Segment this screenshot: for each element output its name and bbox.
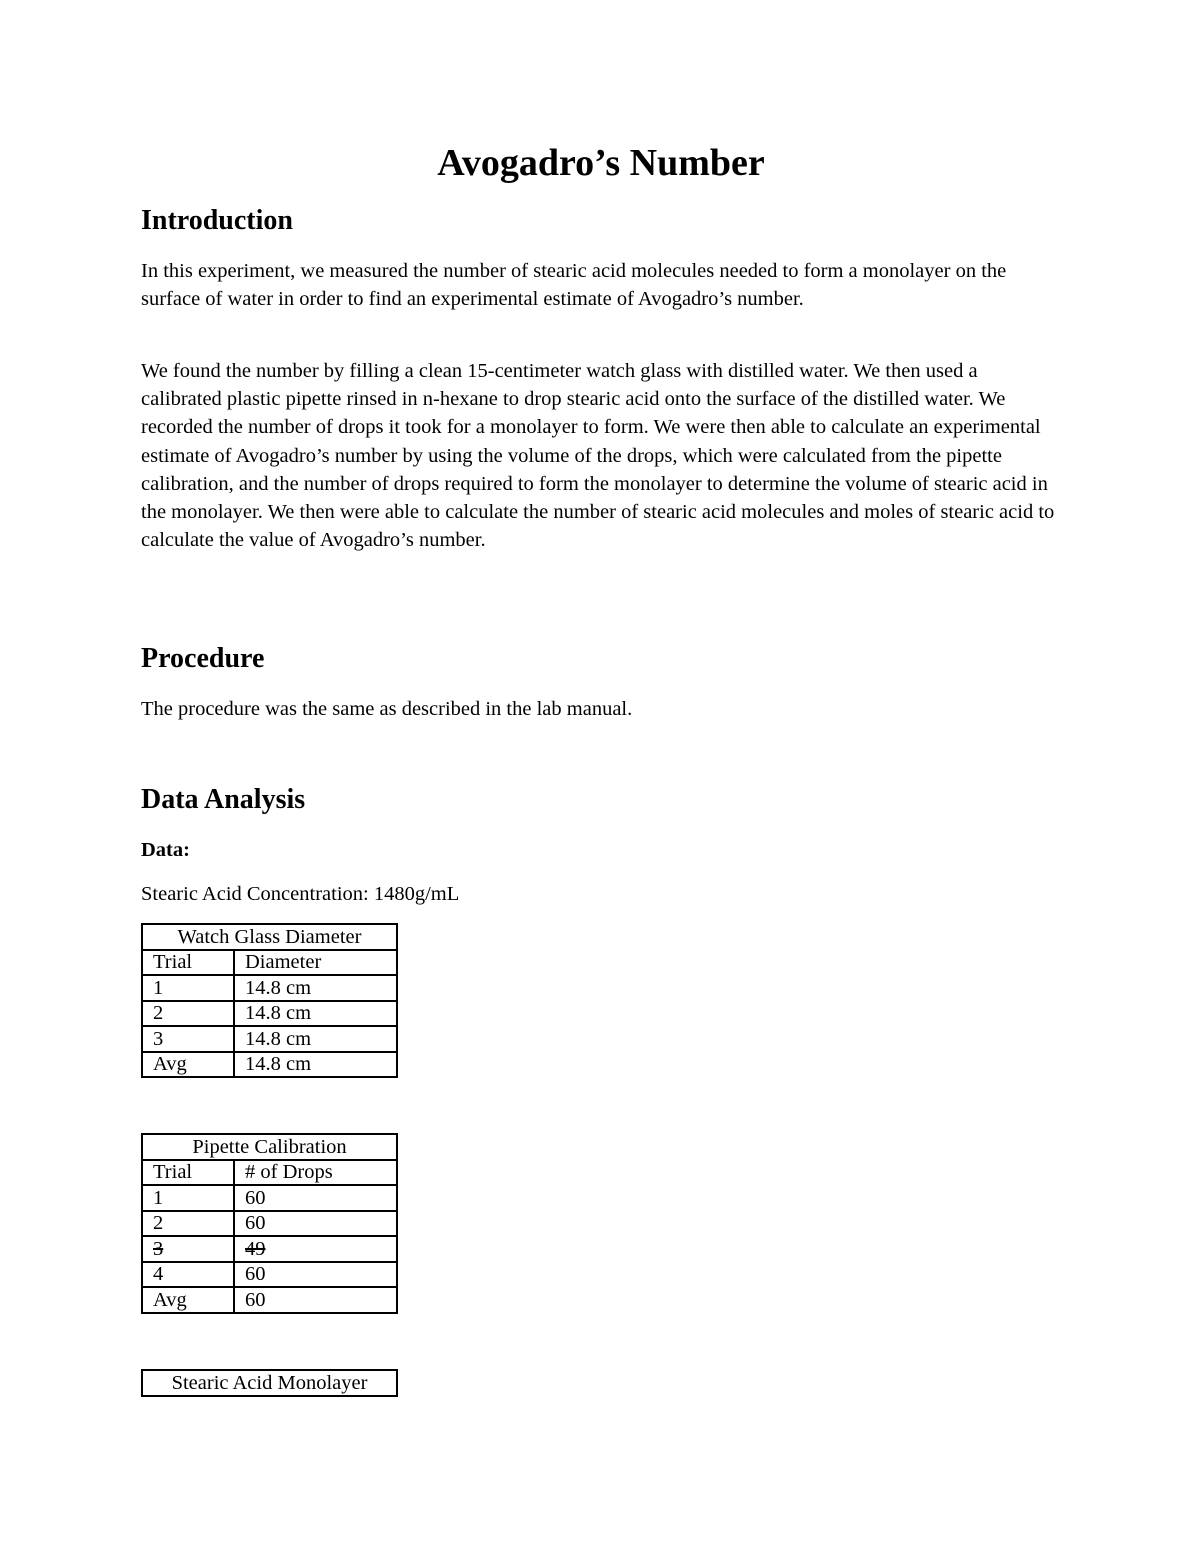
data-label: Data: (141, 839, 190, 861)
introduction-heading: Introduction (141, 205, 293, 236)
column-header: Diameter (234, 950, 397, 976)
document-title: Avogadro’s Number (437, 142, 765, 184)
procedure-text: The procedure was the same as described in the lab manual. (141, 698, 633, 720)
column-header: Trial (142, 950, 234, 976)
column-header: Trial (142, 1160, 234, 1186)
table-caption: Pipette Calibration (142, 1134, 397, 1160)
table-row-struck (142, 1236, 397, 1262)
table-row (142, 1052, 397, 1078)
diameter-cell: 14.8 cm (234, 975, 397, 1001)
trial-cell: 3 (142, 1026, 234, 1052)
trial-cell: 1 (142, 975, 234, 1001)
introduction-paragraph-2: We found the number by filling a clean 15-centimeter watch glass with distilled water. We then used a calibrated plastic pipette rinsed in n-hexane to drop stearic acid onto the surface of the distilled water. We recorded the number of drops it took for a monolayer to form. We were then able to calculate an experimental estimate of Avogadro’s number by using the volume of the drops, which were calculated from the pipette calibration, and the number of drops required to form the monolayer to determine the volume of stearic acid in the monolayer. We then were able to calculate the number of stearic acid molecules and moles of stearic acid to calculate the value of Avogadro’s number. (141, 360, 1055, 552)
drops-cell: 60 (234, 1185, 397, 1211)
stearic-acid-concentration: Stearic Acid Concentration: 1480g/mL (141, 883, 460, 905)
table-row (142, 1185, 397, 1211)
trial-cell: 1 (142, 1185, 234, 1211)
table-row (142, 975, 397, 1001)
diameter-cell: 14.8 cm (234, 1001, 397, 1027)
pipette-calibration-table (141, 1133, 398, 1314)
table-caption: Watch Glass Diameter (142, 924, 397, 950)
column-header: # of Drops (234, 1160, 397, 1186)
trial-cell: 4 (142, 1262, 234, 1288)
drops-cell: 60 (234, 1211, 397, 1237)
table-row (142, 1211, 397, 1237)
drops-cell: 60 (234, 1262, 397, 1288)
drops-cell: 60 (234, 1287, 397, 1313)
drops-cell: 49 (234, 1236, 397, 1262)
introduction-paragraph-1: In this experiment, we measured the number of stearic acid molecules needed to form a monolayer on the surface of water in order to find an experimental estimate of Avogadro’s number. (141, 260, 1007, 311)
trial-cell: 2 (142, 1001, 234, 1027)
trial-cell: 3 (142, 1236, 234, 1262)
trial-cell: Avg (142, 1287, 234, 1313)
procedure-heading: Procedure (141, 643, 265, 674)
watch-glass-table (141, 923, 398, 1078)
trial-cell: Avg (142, 1052, 234, 1078)
table-row (142, 1026, 397, 1052)
data-analysis-heading: Data Analysis (141, 784, 306, 815)
table-caption: Stearic Acid Monolayer (142, 1370, 397, 1396)
table-row (142, 1287, 397, 1313)
trial-cell: 2 (142, 1211, 234, 1237)
table-row (142, 1001, 397, 1027)
diameter-cell: 14.8 cm (234, 1052, 397, 1078)
diameter-cell: 14.8 cm (234, 1026, 397, 1052)
stearic-acid-monolayer-table (141, 1369, 398, 1397)
table-row (142, 1262, 397, 1288)
